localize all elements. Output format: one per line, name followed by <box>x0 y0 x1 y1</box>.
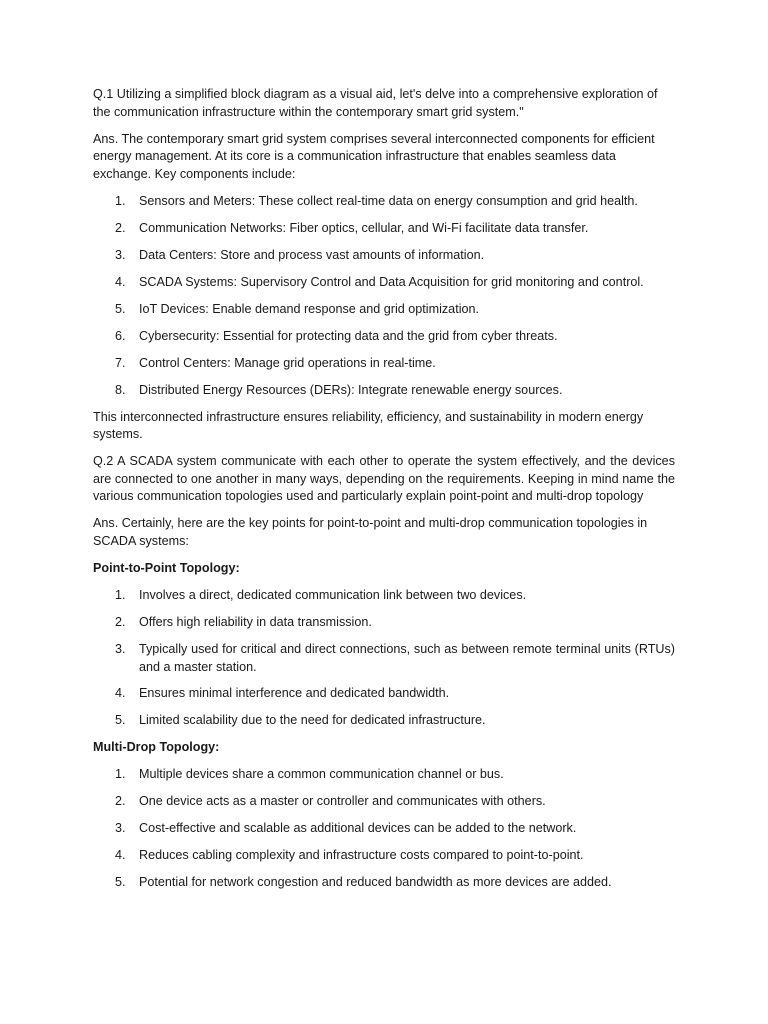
p2p-heading: Point-to-Point Topology: <box>93 560 240 575</box>
q1-components-list <box>93 193 675 399</box>
list-text: Limited scalability due to the need for dedicated infrastructure. <box>139 713 486 728</box>
list-number: 2. <box>115 614 126 629</box>
list-number: 3. <box>115 247 126 262</box>
list-number: 4. <box>115 274 126 289</box>
q1-answer-intro: Ans. The contemporary smart grid system comprises several interconnected components for efficient energy management. At its core is a communication infrastructure that enables seamless data exchange. Key components include: <box>93 131 655 181</box>
document-page <box>93 86 675 901</box>
list-text: Communication Networks: Fiber optics, cellular, and Wi-Fi facilitate data transfer. <box>139 220 589 235</box>
p2p-list <box>93 587 675 730</box>
list-text: Cost-effective and scalable as additional devices can be added to the network. <box>139 821 577 836</box>
list-item <box>93 820 675 838</box>
list-item <box>93 301 675 319</box>
list-text: SCADA Systems: Supervisory Control and Data Acquisition for grid monitoring and control. <box>139 274 644 289</box>
q1-conclusion: This interconnected infrastructure ensures reliability, efficiency, and sustainability in modern energy systems. <box>93 409 644 442</box>
list-number: 5. <box>115 301 126 316</box>
list-item <box>93 847 675 865</box>
list-number: 3. <box>115 821 126 836</box>
list-number: 8. <box>115 382 126 397</box>
list-item <box>93 193 675 211</box>
list-number: 2. <box>115 794 126 809</box>
q1-question: Q.1 Utilizing a simplified block diagram as a visual aid, let's delve into a comprehensive exploration of the communication infrastructure within the contemporary smart grid system." <box>93 87 658 119</box>
list-text: Cybersecurity: Essential for protecting data and the grid from cyber threats. <box>139 328 558 343</box>
list-number: 3. <box>115 641 126 656</box>
list-item <box>93 874 675 892</box>
list-number: 1. <box>115 193 126 208</box>
list-item <box>93 685 675 703</box>
list-text: Ensures minimal interference and dedicated bandwidth. <box>139 686 450 701</box>
list-item <box>93 766 675 784</box>
list-number: 1. <box>115 587 126 602</box>
list-item <box>93 614 675 632</box>
list-text: Typically used for critical and direct connections, such as between remote terminal units (RTUs) and a master station. <box>139 641 675 674</box>
list-text: IoT Devices: Enable demand response and grid optimization. <box>139 301 479 316</box>
list-number: 7. <box>115 355 126 370</box>
list-item <box>93 641 675 676</box>
q2-answer-intro: Ans. Certainly, here are the key points for point-to-point and multi-drop communication topologies in SCADA systems: <box>93 516 648 548</box>
multi-drop-list <box>93 766 675 892</box>
list-number: 2. <box>115 220 126 235</box>
list-item <box>93 355 675 373</box>
list-text: One device acts as a master or controller and communicates with others. <box>139 794 546 809</box>
list-text: Reduces cabling complexity and infrastructure costs compared to point-to-point. <box>139 848 584 863</box>
q2-question: Q.2 A SCADA system communicate with each other to operate the system effectively, and the devices are connected to one another in many ways, depending on the requirements. Keeping in mind name the various communication topologies used and particularly explain point-point and multi-drop topology <box>93 454 675 504</box>
list-number: 4. <box>115 848 126 863</box>
list-text: Involves a direct, dedicated communication link between two devices. <box>139 587 527 602</box>
list-text: Data Centers: Store and process vast amounts of information. <box>139 247 485 262</box>
list-item <box>93 220 675 238</box>
list-number: 5. <box>115 713 126 728</box>
list-number: 5. <box>115 875 126 890</box>
list-text: Distributed Energy Resources (DERs): Integrate renewable energy sources. <box>139 382 563 397</box>
list-number: 6. <box>115 328 126 343</box>
list-item <box>93 247 675 265</box>
list-item <box>93 382 675 400</box>
list-item <box>93 328 675 346</box>
list-item <box>93 793 675 811</box>
list-item <box>93 274 675 292</box>
list-item <box>93 587 675 605</box>
multi-drop-heading: Multi-Drop Topology: <box>93 740 220 755</box>
list-text: Control Centers: Manage grid operations in real-time. <box>139 355 436 370</box>
list-text: Multiple devices share a common communication channel or bus. <box>139 767 504 782</box>
list-number: 1. <box>115 767 126 782</box>
list-text: Sensors and Meters: These collect real-time data on energy consumption and grid health. <box>139 193 638 208</box>
list-text: Potential for network congestion and reduced bandwidth as more devices are added. <box>139 875 612 890</box>
list-item <box>93 712 675 730</box>
list-number: 4. <box>115 686 126 701</box>
list-text: Offers high reliability in data transmission. <box>139 614 372 629</box>
